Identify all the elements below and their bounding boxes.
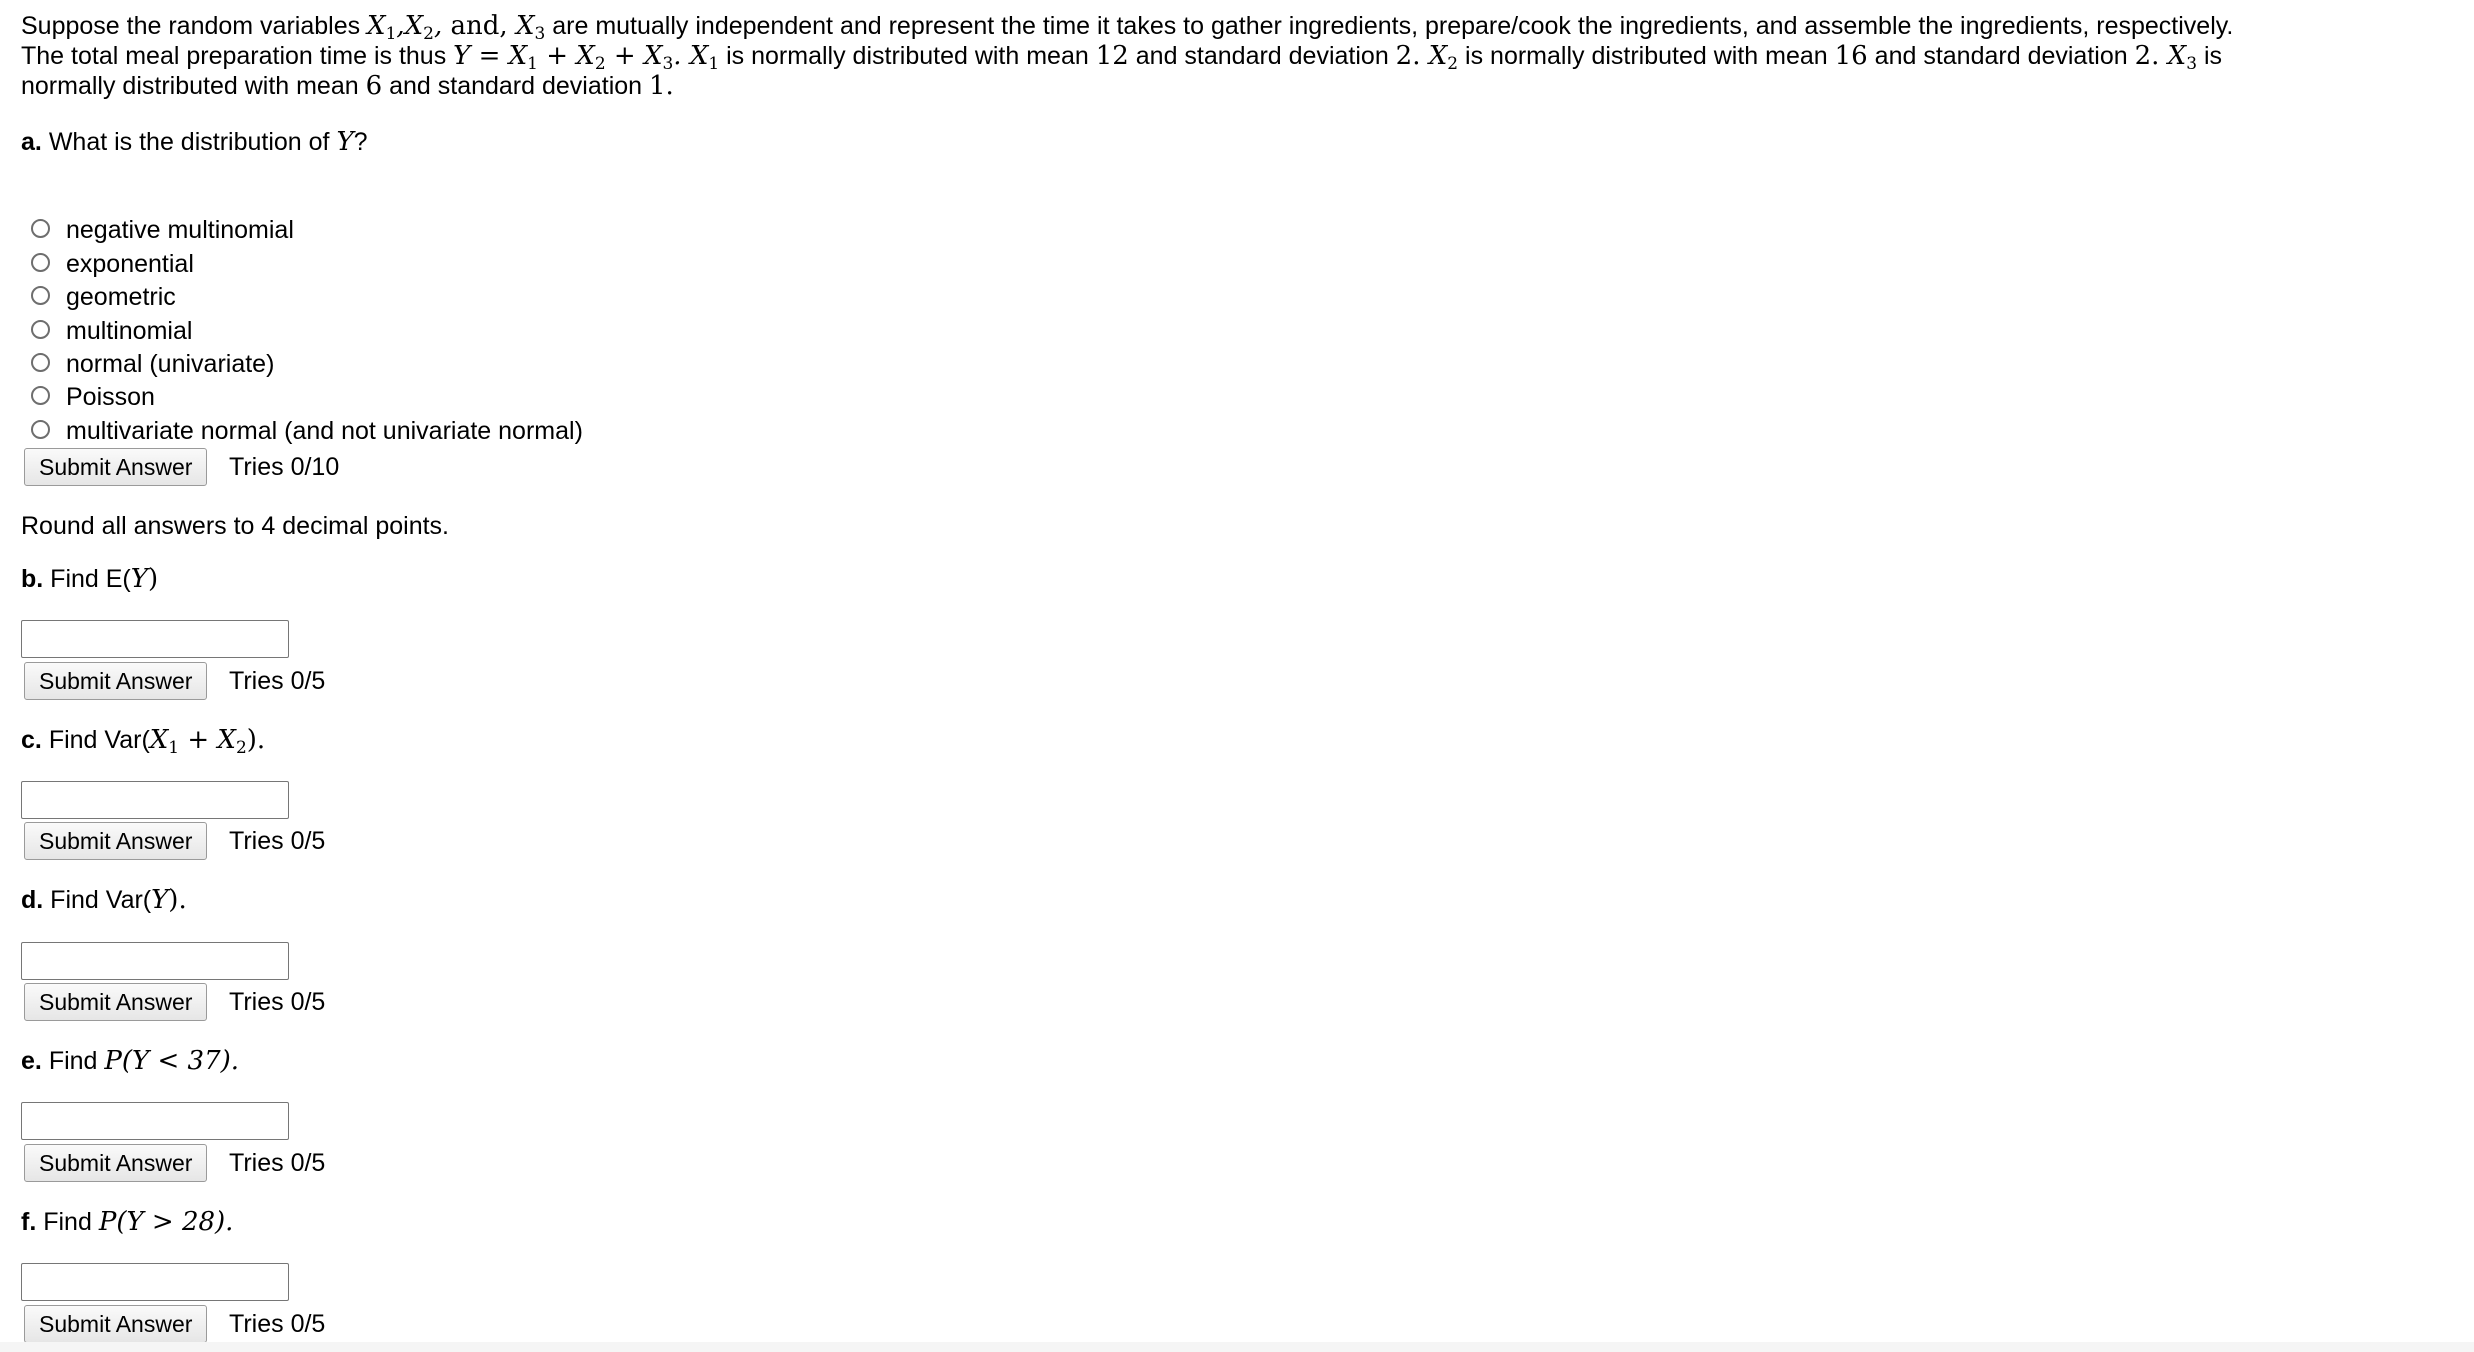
part-a-question — [21, 127, 368, 157]
part-e-tries: Tries 0/5 — [229, 1149, 326, 1177]
option-label: exponential — [66, 250, 194, 278]
var-x3: $X_3$ — [507, 11, 546, 44]
part-d-tries: Tries 0/5 — [229, 988, 326, 1016]
part-c-math: $X_1 + X_2$ — [149, 725, 247, 758]
part-b-label: b. — [21, 565, 44, 593]
part-a-qmark: ? — [353, 128, 368, 156]
intro-line-1 — [21, 11, 2234, 44]
part-c-submit-button[interactable]: Submit Answer — [24, 822, 207, 860]
intro-text: is normally distributed with mean — [719, 42, 1096, 70]
var-x2: $X_2$ — [1420, 41, 1459, 74]
part-a-label: a. — [21, 128, 42, 156]
intro-text: The total meal preparation time is thus — [21, 42, 454, 70]
option-label: multinomial — [66, 317, 193, 345]
part-f-label: f. — [21, 1208, 37, 1236]
part-f-math: P(Y > 28). — [98, 1207, 234, 1237]
part-e-label: e. — [21, 1047, 42, 1075]
part-e-submit-button[interactable]: Submit Answer — [24, 1144, 207, 1182]
y-definition: $Y = X_1 + X_2 + X_3$. $X_1$ — [453, 41, 720, 74]
part-f-text: Find — [43, 1208, 92, 1236]
part-d-question — [21, 885, 187, 915]
part-a-submit-button[interactable]: Submit Answer — [24, 448, 207, 486]
part-b-submit-button[interactable]: Submit Answer — [24, 662, 207, 700]
intro-and: and, — [450, 11, 508, 41]
sd-x1: 2. — [1395, 41, 1421, 71]
part-d-close: ). — [168, 885, 187, 915]
part-c-label: c. — [21, 726, 42, 754]
part-e-question — [21, 1046, 239, 1076]
mean-x2: 16 — [1834, 41, 1868, 71]
part-d-label: d. — [21, 886, 44, 914]
part-d-var: Y — [151, 885, 169, 915]
intro-line-2 — [21, 41, 2223, 74]
part-b-close: ) — [147, 564, 159, 594]
radio-exponential[interactable] — [31, 253, 50, 272]
intro-text: and standard deviation — [1128, 42, 1396, 70]
part-a-tries: Tries 0/10 — [229, 453, 340, 481]
part-c-text: Find Var( — [48, 726, 150, 754]
intro-text: are mutually independent and represent the time it takes to gather ingredients, prepare/cook the ingredients, and assemble the ingredients, respectively. — [545, 12, 2234, 40]
part-b-var: Y — [130, 564, 148, 594]
part-c-answer-input[interactable] — [21, 781, 289, 819]
part-e-math: P(Y < 37). — [104, 1046, 240, 1076]
intro-text: and standard deviation — [1867, 42, 2135, 70]
option-label: multivariate normal (and not univariate normal) — [66, 417, 583, 445]
part-d-text: Find Var( — [50, 886, 152, 914]
radio-poisson[interactable] — [31, 386, 50, 405]
part-b-answer-input[interactable] — [21, 620, 289, 658]
intro-text: Suppose the random variables — [21, 12, 368, 40]
page-bottom-edge — [0, 1342, 2474, 1352]
part-e-text: Find — [48, 1047, 98, 1075]
radio-negative-multinomial[interactable] — [31, 219, 50, 238]
radio-multivariate-normal[interactable] — [31, 420, 50, 439]
part-c-close: ). — [246, 725, 266, 755]
part-f-answer-input[interactable] — [21, 1263, 289, 1301]
part-d-answer-input[interactable] — [21, 942, 289, 980]
intro-text: is — [2197, 42, 2223, 70]
option-label: geometric — [66, 283, 176, 311]
part-f-question — [21, 1207, 233, 1237]
part-b-question — [21, 564, 158, 594]
option-label: Poisson — [66, 383, 155, 411]
sd-x3: 1. — [649, 71, 674, 101]
var-x3: $X_3$ — [2159, 41, 2198, 74]
mean-x1: 12 — [1095, 41, 1129, 71]
part-e-answer-input[interactable] — [21, 1102, 289, 1140]
part-d-submit-button[interactable]: Submit Answer — [24, 983, 207, 1021]
radio-multinomial[interactable] — [31, 320, 50, 339]
part-c-question — [21, 725, 266, 758]
round-note: Round all answers to 4 decimal points. — [21, 512, 450, 540]
radio-normal-univariate[interactable] — [31, 353, 50, 372]
mean-x3: 6 — [365, 71, 383, 101]
part-f-tries: Tries 0/5 — [229, 1310, 326, 1338]
part-b-text: Find E( — [50, 565, 131, 593]
part-b-tries: Tries 0/5 — [229, 667, 326, 695]
intro-text: and standard deviation — [382, 72, 649, 100]
option-label: negative multinomial — [66, 216, 294, 244]
intro-text: is normally distributed with mean — [1458, 42, 1835, 70]
radio-geometric[interactable] — [31, 286, 50, 305]
intro-line-3 — [21, 71, 674, 101]
sd-x2: 2. — [2134, 41, 2160, 71]
var-x1-x2: $X_1,X_2$, — [367, 11, 451, 44]
part-a-text: What is the distribution of — [48, 128, 330, 156]
part-a-var: Y — [336, 127, 354, 157]
part-f-submit-button[interactable]: Submit Answer — [24, 1305, 207, 1343]
option-label: normal (univariate) — [66, 350, 275, 378]
intro-text: normally distributed with mean — [21, 72, 366, 100]
part-c-tries: Tries 0/5 — [229, 827, 326, 855]
